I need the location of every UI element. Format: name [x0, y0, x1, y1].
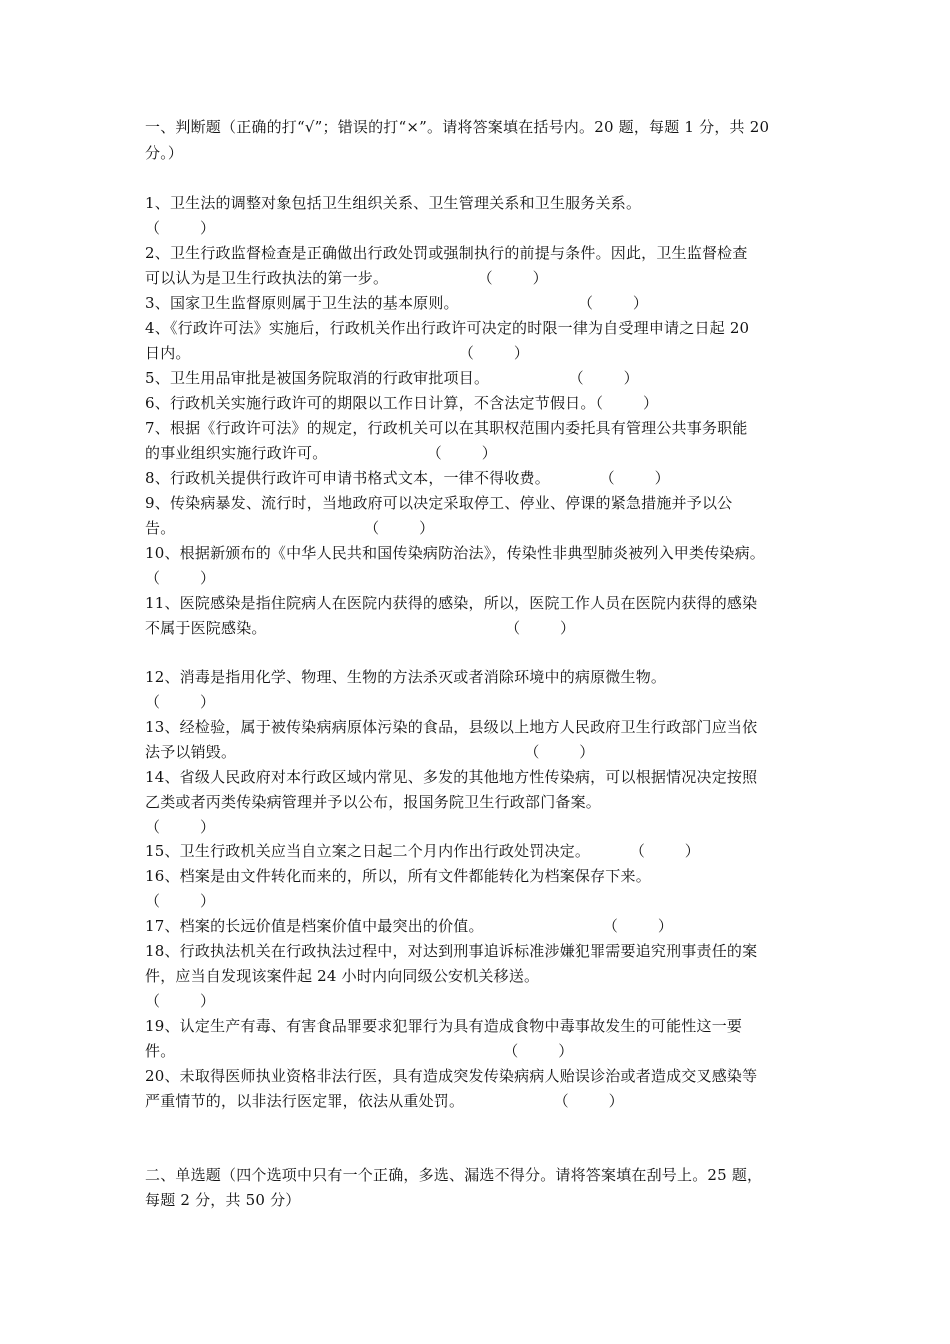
question-18: 18、行政执法机关在行政执法过程中，对达到刑事追诉标准涉嫌犯罪需要追究刑事责任的案: [145, 942, 758, 960]
question-20: 20、未取得医师执业资格非法行医，具有造成突发传染病病人贻误诊治或者造成交叉感染等: [145, 1067, 758, 1085]
answer-bracket[interactable]: （ ）: [145, 219, 216, 237]
question-3[interactable]: 3、国家卫生监督原则属于卫生法的基本原则。 （ ）: [145, 294, 649, 312]
question-5[interactable]: 5、卫生用品审批是被国务院取消的行政审批项目。 （ ）: [145, 369, 639, 387]
section-2-heading-cont: 每题 2 分，共 50 分）: [145, 1191, 301, 1209]
question-2: 2、卫生行政监督检查是正确做出行政处罚或强制执行的前提与条件。因此，卫生监督检查: [145, 244, 748, 262]
question-1: 1、卫生法的调整对象包括卫生组织关系、卫生管理关系和卫生服务关系。: [145, 194, 642, 212]
question-20-cont[interactable]: 严重情节的，以非法行医定罪，依法从重处罚。 （ ）: [145, 1092, 624, 1110]
question-2-cont[interactable]: 可以认为是卫生行政执法的第一步。 （ ）: [145, 269, 548, 287]
question-4: 4、《行政许可法》实施后，行政机关作出行政许可决定的时限一律为自受理申请之日起 20: [145, 319, 750, 337]
section-1-heading-cont: 分。）: [145, 144, 184, 162]
question-14: 14、省级人民政府对本行政区域内常见、多发的其他地方性传染病，可以根据情况决定按照: [145, 768, 758, 786]
section-1-heading: 一、判断题（正确的打“√”；错误的打“×”。请将答案填在括号内。20 题，每题 1 分，共 20: [145, 118, 770, 136]
question-13-cont[interactable]: 法予以销毁。 （ ）: [145, 743, 595, 761]
question-19-cont[interactable]: 件。 （ ）: [145, 1042, 574, 1060]
question-11: 11、医院感染是指住院病人在医院内获得的感染，所以，医院工作人员在医院内获得的感染: [145, 594, 758, 612]
question-9-cont[interactable]: 告。 （ ）: [145, 519, 435, 537]
question-18-cont: 件，应当自发现该案件起 24 小时内向同级公安机关移送。: [145, 967, 540, 985]
question-16: 16、档案是由文件转化而来的，所以，所有文件都能转化为档案保存下来。: [145, 867, 651, 885]
question-17[interactable]: 17、档案的长远价值是档案价值中最突出的价值。 （ ）: [145, 917, 674, 935]
question-11-cont[interactable]: 不属于医院感染。 （ ）: [145, 619, 576, 637]
answer-bracket[interactable]: （ ）: [145, 693, 216, 711]
question-10: 10、根据新颁布的《中华人民共和国传染病防治法》，传染性非典型肺炎被列入甲类传染病。: [145, 544, 765, 562]
answer-bracket[interactable]: （ ）: [145, 892, 216, 910]
question-12: 12、消毒是指用化学、物理、生物的方法杀灭或者消除环境中的病原微生物。: [145, 668, 667, 686]
answer-bracket[interactable]: （ ）: [145, 992, 216, 1010]
question-15[interactable]: 15、卫生行政机关应当自立案之日起二个月内作出行政处罚决定。 （ ）: [145, 842, 700, 860]
question-4-cont[interactable]: 日内。 （ ）: [145, 344, 530, 362]
question-9: 9、传染病暴发、流行时，当地政府可以决定采取停工、停业、停课的紧急措施并予以公: [145, 494, 733, 512]
question-7-cont[interactable]: 的事业组织实施行政许可。 （ ）: [145, 444, 497, 462]
question-14-cont: 乙类或者丙类传染病管理并予以公布，报国务院卫生行政部门备案。: [145, 793, 602, 811]
question-7: 7、根据《行政许可法》的规定，行政机关可以在其职权范围内委托具有管理公共事务职能: [145, 419, 748, 437]
question-13: 13、经检验，属于被传染病病原体污染的食品，县级以上地方人民政府卫生行政部门应当依: [145, 718, 758, 736]
question-8[interactable]: 8、行政机关提供行政许可申请书格式文本，一律不得收费。 （ ）: [145, 469, 670, 487]
answer-bracket[interactable]: （ ）: [145, 569, 216, 587]
question-19: 19、认定生产有毒、有害食品罪要求犯罪行为具有造成食物中毒事故发生的可能性这一要: [145, 1017, 743, 1035]
question-6[interactable]: 6、行政机关实施行政许可的期限以工作日计算，不含法定节假日。（ ）: [145, 394, 659, 412]
answer-bracket[interactable]: （ ）: [145, 818, 216, 836]
section-2-heading: 二、单选题（四个选项中只有一个正确，多选、漏选不得分。请将答案填在刮号上。25 题，: [145, 1166, 763, 1184]
